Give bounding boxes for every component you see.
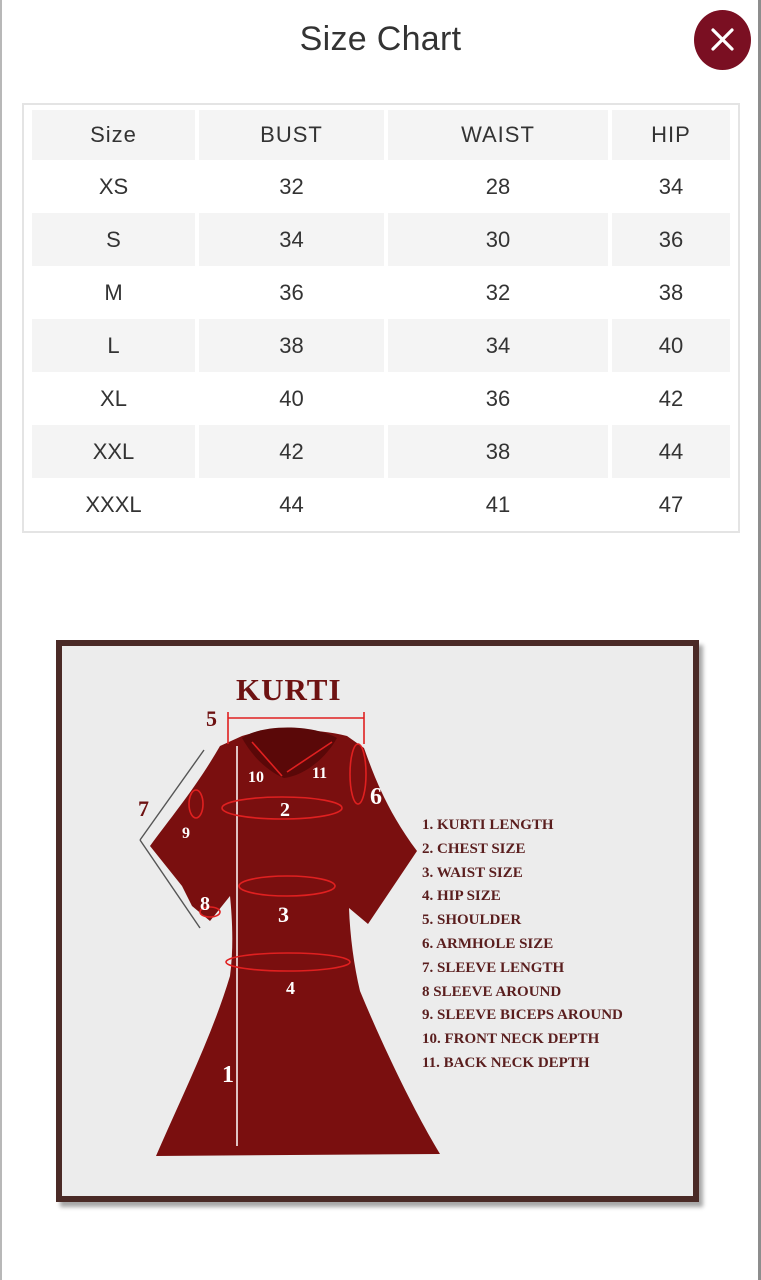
cell-size: XXL [32, 425, 195, 478]
table-row [32, 478, 730, 531]
table-header-row [32, 110, 730, 160]
legend-item: 8 SLEEVE AROUND [422, 983, 562, 1000]
marker-9: 9 [182, 825, 190, 842]
cell-hip: 40 [612, 319, 730, 372]
cell-size: S [32, 213, 195, 266]
cell-size: M [104, 279, 123, 305]
cell-bust: 40 [279, 385, 304, 411]
column-header-size: Size [32, 110, 195, 160]
legend-item: 2. CHEST SIZE [422, 840, 526, 857]
legend-item: 3. WAIST SIZE [422, 864, 523, 881]
cell-waist: 41 [485, 491, 511, 517]
table-row [32, 319, 730, 372]
cell-waist: 36 [485, 385, 511, 411]
legend-item: 10. FRONT NECK DEPTH [422, 1031, 600, 1048]
cell-hip: 44 [612, 425, 730, 478]
column-header-waist: WAIST [388, 110, 608, 160]
column-header-bust: BUST [199, 110, 384, 160]
table-row [32, 160, 730, 213]
cell-bust: 34 [199, 213, 384, 266]
page-title: Size Chart [299, 20, 462, 58]
marker-3: 3 [278, 902, 289, 927]
legend-item: 1. KURTI LENGTH [422, 817, 554, 833]
close-button[interactable] [694, 10, 751, 70]
window-edge-left [0, 0, 2, 1280]
cell-hip: 36 [612, 213, 730, 266]
cell-bust: 42 [199, 425, 384, 478]
legend-item: 9. SLEEVE BICEPS AROUND [422, 1007, 623, 1024]
cell-waist: 32 [485, 279, 511, 305]
marker-2: 2 [280, 799, 290, 821]
measurement-legend [422, 814, 623, 1076]
cell-waist: 28 [485, 173, 511, 199]
marker-10: 10 [248, 769, 264, 786]
marker-8: 8 [200, 893, 210, 915]
table-row [32, 213, 730, 266]
table-row [32, 266, 730, 319]
cell-size: XXXL [85, 491, 142, 517]
kurti-measurement-diagram [56, 640, 699, 1202]
cell-bust: 44 [279, 491, 304, 517]
cell-waist: 38 [388, 425, 608, 478]
modal-header [0, 0, 761, 90]
marker-11: 11 [312, 765, 328, 782]
marker-5: 5 [206, 706, 217, 731]
cell-waist: 30 [388, 213, 608, 266]
cell-hip: 34 [658, 173, 684, 199]
legend-item: 4. HIP SIZE [422, 888, 501, 905]
marker-4: 4 [286, 978, 295, 998]
kurti-garment-shape [150, 730, 440, 1156]
cell-hip: 38 [658, 279, 684, 305]
cell-size: XL [100, 385, 127, 411]
table-row [32, 372, 730, 425]
marker-7: 7 [138, 796, 149, 821]
marker-1: 1 [222, 1062, 234, 1088]
cell-hip: 42 [658, 385, 684, 411]
legend-item: 11. BACK NECK DEPTH [422, 1054, 590, 1071]
cell-hip: 47 [658, 491, 684, 517]
diagram-title: KURTI [236, 672, 342, 707]
cell-bust: 32 [279, 173, 304, 199]
size-table [22, 103, 740, 533]
column-header-hip: HIP [612, 110, 730, 160]
cell-waist: 34 [388, 319, 608, 372]
close-icon [710, 27, 735, 52]
legend-item: 7. SLEEVE LENGTH [422, 959, 565, 976]
legend-item: 5. SHOULDER [422, 912, 522, 929]
cell-size: XS [98, 173, 129, 199]
legend-item: 6. ARMHOLE SIZE [422, 935, 554, 952]
marker-6: 6 [370, 784, 382, 810]
table-row [32, 425, 730, 478]
cell-bust: 38 [199, 319, 384, 372]
cell-size: L [32, 319, 195, 372]
cell-bust: 36 [279, 279, 304, 305]
